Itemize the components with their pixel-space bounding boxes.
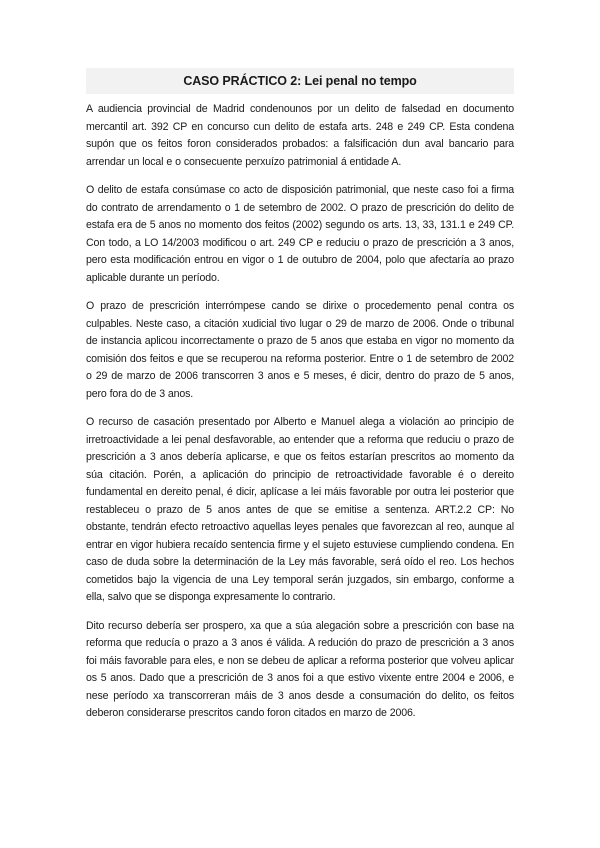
paragraph-3: O prazo de prescrición interrómpese cando se dirixe o procedemento penal contra os culpables. Neste caso, a citación xudicial tivo lugar o 29 de marzo de 2006. Onde o tribunal de instancia aplicou incorrectamente o prazo de 5 anos que estaba en vigor no momento da comisión dos feitos e que se recuperou na reforma posterior. Entre o 1 de setembro de 2002 o 29 de marzo de 2006 transcorren 3 anos e 5 meses, é dicir, dentro do prazo de 5 anos, pero fora do de 3 anos. [86,300,514,400]
paragraph-2: O delito de estafa consúmase co acto de disposición patrimonial, que neste caso foi a firma do contrato de arrendamento o 1 de setembro de 2002. O prazo de prescrición do delito de estafa era de 5 anos no momento dos feitos (2002) segundo os arts. 13, 33, 131.1 e 249 CP. Con todo, a LO 14/2003 modificou o art. 249 CP e reduciu o prazo de prescrición a 3 anos, pero esta modificación entrou en vigor o 1 de outubro de 2004, polo que afectaría ao prazo aplicable durante un período. [86,184,514,284]
paragraph-1: A audiencia provincial de Madrid condenounos por un delito de falsedad en documento mercantil art. 392 CP en concurso cun delito de estafa arts. 248 e 249 CP. Esta condena supón que os feitos foron considerados probados: a falsificación dun aval bancario para arrendar un local e o consecuente perxuízo patrimonial á entidade A. [86,103,514,168]
document-title: CASO PRÁCTICO 2: Lei penal no tempo [183,74,417,88]
paragraph-4: O recurso de casación presentado por Alberto e Manuel alega a violación ao principio de irretroactividade a lei penal desfavorable, ao entender que a reforma que reduciu o prazo de prescrición a 3 anos debería aplicarse, e que os feitos estarían prescritos ao momento da súa citación. Porén, a aplicación do principio de retroactividade favorable é o dereito fundamental en dereito penal, é dicir, aplícase a lei máis favorable por outra lei posterior que restableceu o prazo de 5 anos antes de que se emitise a sentenza. ART.2.2 CP: No obstante, tendrán efecto retroactivo aquellas leyes penales que favorezcan al reo, aunque al entrar en vigor hubiera recaído sentencia firme y el sujeto estuviese cumpliendo condena. En caso de duda sobre la determinación de la Ley más favorable, será oído el reo. Los hechos cometidos bajo la vigencia de una Ley temporal serán juzgados, sin embargo, conforme a ella, salvo que se disponga expresamente lo contrario. [86,416,514,603]
paragraph-5: Dito recurso debería ser prospero, xa que a súa alegación sobre a prescrición con base na reforma que reducía o prazo a 3 anos é válida. A redución do prazo de prescrición a 3 anos foi máis favorable para eles, e non se debeu de aplicar a reforma posterior que volveu aplicar os 5 anos. Dado que a prescrición de 3 anos foi a que estivo vixente entre 2004 e 2006, e nese período xa transcorreran máis de 3 anos desde a consumación do delito, os feitos deberon considerarse prescritos cando foron citados en marzo de 2006. [86,619,514,719]
document-body [86,101,514,734]
